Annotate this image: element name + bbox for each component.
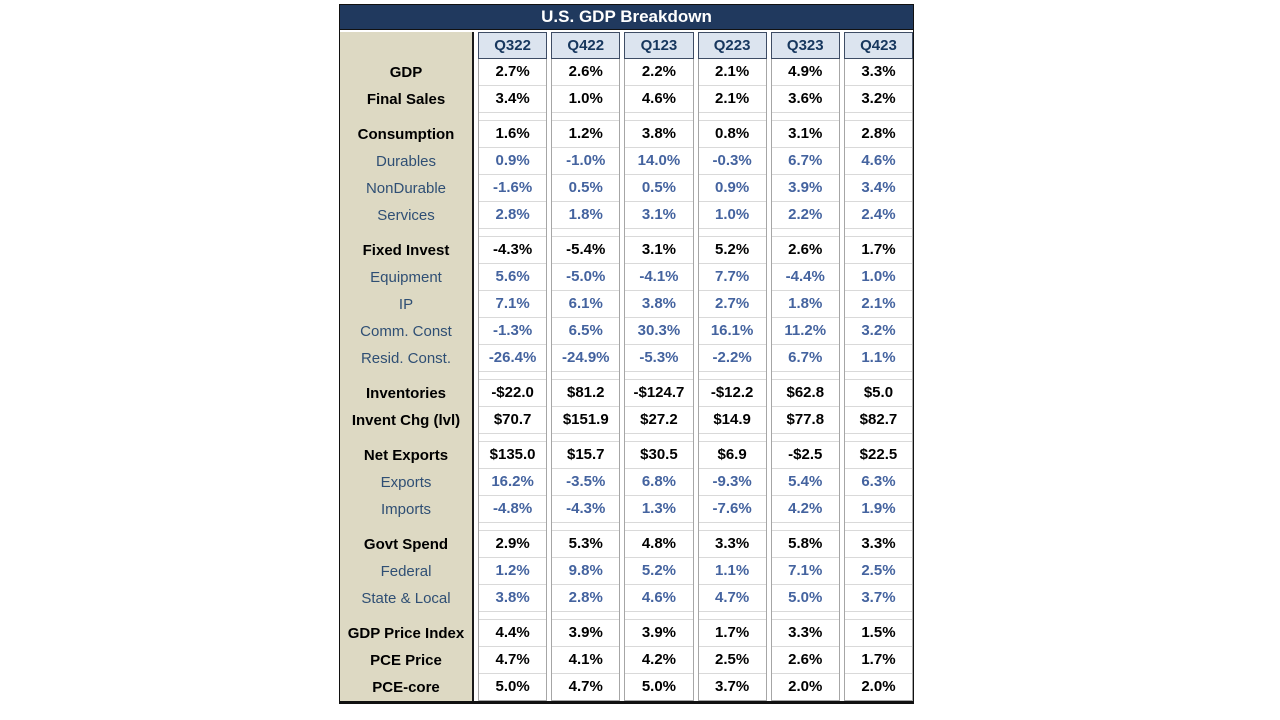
table-cell: -24.9% [552, 345, 619, 372]
group-spacer-cell [699, 612, 766, 620]
table-cell: $27.2 [625, 407, 692, 434]
table-cell: -$12.2 [699, 380, 766, 407]
column-header: Q223 [698, 32, 767, 59]
table-cell: 2.1% [699, 59, 766, 86]
table-cell: -$22.0 [479, 380, 546, 407]
table-cell: 4.9% [772, 59, 839, 86]
table-cell: 5.2% [699, 237, 766, 264]
group-spacer [340, 523, 472, 531]
gdp-breakdown-table [339, 4, 914, 704]
table-cell: 3.9% [772, 175, 839, 202]
table-cell: 1.7% [845, 237, 912, 264]
table-cell: 0.5% [625, 175, 692, 202]
table-cell: 1.7% [845, 647, 912, 674]
table-cell: -9.3% [699, 469, 766, 496]
table-cell: $135.0 [479, 442, 546, 469]
table-cell: 2.7% [479, 59, 546, 86]
table-cell: 1.5% [845, 620, 912, 647]
table-cell: 4.1% [552, 647, 619, 674]
table-cell: 6.7% [772, 345, 839, 372]
group-spacer [340, 434, 472, 442]
table-cell: 6.7% [772, 148, 839, 175]
group-spacer-cell [552, 113, 619, 121]
table-cell: -4.1% [625, 264, 692, 291]
table-cell: -0.3% [699, 148, 766, 175]
data-columns [474, 32, 913, 701]
column-cells [698, 59, 767, 701]
table-cell: 1.0% [845, 264, 912, 291]
column-header: Q323 [771, 32, 840, 59]
table-cell: 3.8% [625, 291, 692, 318]
column-cells [478, 59, 547, 701]
group-spacer-cell [479, 372, 546, 380]
group-spacer-cell [699, 372, 766, 380]
group-spacer [340, 113, 472, 121]
table-cell: 2.8% [845, 121, 912, 148]
group-spacer-cell [625, 523, 692, 531]
group-spacer-cell [772, 113, 839, 121]
group-spacer-cell [699, 113, 766, 121]
table-cell: 6.1% [552, 291, 619, 318]
table-cell: $6.9 [699, 442, 766, 469]
group-spacer-cell [625, 612, 692, 620]
table-cell: 1.6% [479, 121, 546, 148]
table-cell: -4.3% [479, 237, 546, 264]
table-cell: 1.3% [625, 496, 692, 523]
table-cell: 4.7% [568, 678, 603, 695]
table-cell: 2.4% [845, 202, 912, 229]
table-cell: 5.4% [772, 469, 839, 496]
table-cell: 3.8% [625, 121, 692, 148]
table-cell: 3.9% [625, 620, 692, 647]
table-cell: 3.1% [772, 121, 839, 148]
group-spacer-cell [699, 229, 766, 237]
row-label: Imports [380, 501, 431, 518]
table-cell: -$124.7 [625, 380, 692, 407]
table-cell: -4.4% [772, 264, 839, 291]
table-cell: $70.7 [479, 407, 546, 434]
table-cell: 6.3% [845, 469, 912, 496]
column-header: Q322 [478, 32, 547, 59]
group-spacer-cell [845, 229, 912, 237]
table-cell: 2.1% [845, 291, 912, 318]
table-cell: 3.2% [845, 318, 912, 345]
table-cell: -5.4% [552, 237, 619, 264]
group-spacer-cell [552, 229, 619, 237]
table-cell: 5.0% [772, 585, 839, 612]
table-cell: 2.8% [552, 585, 619, 612]
table-cell: 2.2% [625, 59, 692, 86]
group-spacer-cell [625, 434, 692, 442]
group-spacer-cell [625, 229, 692, 237]
table-cell: 7.1% [772, 558, 839, 585]
table-cell: $5.0 [845, 380, 912, 407]
table-cell: 7.7% [699, 264, 766, 291]
data-column [698, 32, 767, 701]
table-cell: 3.3% [699, 531, 766, 558]
group-spacer-cell [552, 372, 619, 380]
table-cell: 16.2% [479, 469, 546, 496]
table-cell: 3.7% [845, 585, 912, 612]
table-cell: 0.9% [479, 148, 546, 175]
group-spacer-cell [845, 612, 912, 620]
row-label: Comm. Const [360, 323, 452, 340]
table-cell: 3.4% [845, 175, 912, 202]
table-cell: 4.6% [845, 148, 912, 175]
column-cells [771, 59, 840, 701]
row-label: Fixed Invest [362, 242, 450, 259]
group-spacer-cell [772, 372, 839, 380]
group-spacer-cell [552, 434, 619, 442]
table-cell: 2.5% [699, 647, 766, 674]
table-cell: 3.8% [479, 585, 546, 612]
table-cell: 1.0% [552, 86, 619, 113]
row-label: Durables [375, 153, 437, 170]
row-label: Equipment [370, 269, 442, 286]
data-column [478, 32, 547, 701]
table-cell: 3.3% [845, 531, 912, 558]
group-spacer-cell [772, 612, 839, 620]
label-column-header-spacer [340, 32, 472, 59]
row-label: IP [398, 296, 414, 313]
row-label: Exports [380, 474, 432, 491]
row-label: Govt Spend [363, 536, 449, 553]
table-cell: $14.9 [699, 407, 766, 434]
group-spacer-cell [479, 434, 546, 442]
table-cell: 3.4% [479, 86, 546, 113]
group-spacer-cell [845, 372, 912, 380]
table-cell: 1.1% [699, 558, 766, 585]
table-cell: 5.6% [479, 264, 546, 291]
column-header: Q423 [844, 32, 913, 59]
table-cell: 1.1% [845, 345, 912, 372]
table-cell: 0.5% [552, 175, 619, 202]
row-label: Final Sales [366, 91, 446, 108]
table-cell: 6.8% [625, 469, 692, 496]
table-body [340, 32, 913, 701]
table-cell: 3.6% [772, 86, 839, 113]
table-cell: 4.7% [699, 585, 766, 612]
table-cell: 1.9% [845, 496, 912, 523]
row-label: State & Local [361, 590, 451, 607]
table-cell: -2.2% [699, 345, 766, 372]
row-label: NonDurable [365, 180, 447, 197]
row-label: Resid. Const. [360, 350, 452, 367]
table-cell: 4.2% [772, 496, 839, 523]
table-cell: 9.8% [552, 558, 619, 585]
column-cells [844, 59, 913, 701]
row-label: GDP Price Index [347, 625, 465, 642]
table-cell: $77.8 [772, 407, 839, 434]
table-cell: $82.7 [845, 407, 912, 434]
row-label: Federal [380, 563, 432, 580]
table-cell: 6.5% [552, 318, 619, 345]
table-cell: 2.1% [699, 86, 766, 113]
table-cell: -1.3% [479, 318, 546, 345]
table-cell: 16.1% [699, 318, 766, 345]
table-cell: -3.5% [552, 469, 619, 496]
table-cell: 2.6% [552, 59, 619, 86]
table-cell: 1.8% [552, 202, 619, 229]
table-cell: $151.9 [552, 407, 619, 434]
table-cell: 3.3% [845, 59, 912, 86]
data-column [844, 32, 913, 701]
table-cell: 2.0% [788, 678, 823, 695]
table-cell: 1.2% [479, 558, 546, 585]
table-cell: 5.8% [772, 531, 839, 558]
group-spacer [340, 372, 472, 380]
table-cell: 4.4% [479, 620, 546, 647]
table-cell: 0.9% [699, 175, 766, 202]
table-cell: -4.3% [552, 496, 619, 523]
table-cell: $30.5 [625, 442, 692, 469]
group-spacer-cell [845, 523, 912, 531]
table-cell: 3.3% [772, 620, 839, 647]
table-cell: 2.8% [479, 202, 546, 229]
group-spacer-cell [772, 523, 839, 531]
table-cell: 7.1% [479, 291, 546, 318]
column-cells [551, 59, 620, 701]
row-label: GDP [389, 64, 423, 81]
table-cell: 1.7% [699, 620, 766, 647]
table-cell: 3.9% [552, 620, 619, 647]
table-cell: -5.0% [552, 264, 619, 291]
group-spacer [340, 612, 472, 620]
table-cell: -7.6% [699, 496, 766, 523]
column-header: Q422 [551, 32, 620, 59]
group-spacer-cell [845, 434, 912, 442]
table-cell: 2.7% [699, 291, 766, 318]
row-label: Net Exports [363, 447, 449, 464]
group-spacer-cell [552, 612, 619, 620]
table-cell: 2.6% [772, 647, 839, 674]
group-spacer-cell [479, 229, 546, 237]
row-label: PCE Price [370, 652, 442, 669]
table-cell: 30.3% [625, 318, 692, 345]
group-spacer-cell [625, 372, 692, 380]
table-cell: $15.7 [552, 442, 619, 469]
table-cell: 4.6% [625, 585, 692, 612]
group-spacer-cell [699, 523, 766, 531]
table-cell: 3.1% [625, 202, 692, 229]
group-spacer-cell [479, 612, 546, 620]
table-cell: 2.2% [772, 202, 839, 229]
table-cell: 4.8% [625, 531, 692, 558]
table-cell: 5.0% [495, 678, 530, 695]
row-label: Invent Chg (lvl) [351, 412, 461, 429]
table-cell: 11.2% [772, 318, 839, 345]
group-spacer-cell [625, 113, 692, 121]
table-cell: $22.5 [845, 442, 912, 469]
table-cell: -1.0% [552, 148, 619, 175]
table-cell: $81.2 [552, 380, 619, 407]
table-cell: 1.0% [699, 202, 766, 229]
row-label: Services [377, 207, 435, 224]
table-cell: 4.6% [625, 86, 692, 113]
group-spacer-cell [772, 434, 839, 442]
table-title: U.S. GDP Breakdown [340, 5, 913, 30]
table-cell: 5.0% [641, 678, 677, 695]
label-column [340, 32, 474, 701]
table-cell: 2.6% [772, 237, 839, 264]
table-cell: 4.2% [625, 647, 692, 674]
table-cell: -26.4% [479, 345, 546, 372]
table-cell: 14.0% [625, 148, 692, 175]
table-cell: 3.7% [715, 678, 750, 695]
table-cell: $62.8 [772, 380, 839, 407]
table-cell: 3.1% [625, 237, 692, 264]
table-cell: 2.0% [861, 678, 896, 695]
table-cell: 2.5% [845, 558, 912, 585]
group-spacer [340, 229, 472, 237]
table-cell: -1.6% [479, 175, 546, 202]
table-cell: 5.2% [625, 558, 692, 585]
group-spacer-cell [845, 113, 912, 121]
table-cell: 4.7% [479, 647, 546, 674]
column-header: Q123 [624, 32, 693, 59]
table-cell: -5.3% [625, 345, 692, 372]
row-label: PCE-core [372, 679, 440, 696]
table-cell: 0.8% [699, 121, 766, 148]
group-spacer-cell [479, 113, 546, 121]
table-cell: 1.8% [772, 291, 839, 318]
row-label: Inventories [365, 385, 447, 402]
table-cell: 3.2% [845, 86, 912, 113]
data-column [551, 32, 620, 701]
table-cell: -4.8% [479, 496, 546, 523]
group-spacer-cell [479, 523, 546, 531]
table-cell: 5.3% [552, 531, 619, 558]
data-column [624, 32, 693, 701]
group-spacer-cell [699, 434, 766, 442]
table-cell: 1.2% [552, 121, 619, 148]
group-spacer-cell [772, 229, 839, 237]
group-spacer-cell [552, 523, 619, 531]
table-cell: 2.9% [479, 531, 546, 558]
table-cell: -$2.5 [772, 442, 839, 469]
column-cells [624, 59, 693, 701]
row-label: Consumption [357, 126, 455, 143]
data-column [771, 32, 840, 701]
